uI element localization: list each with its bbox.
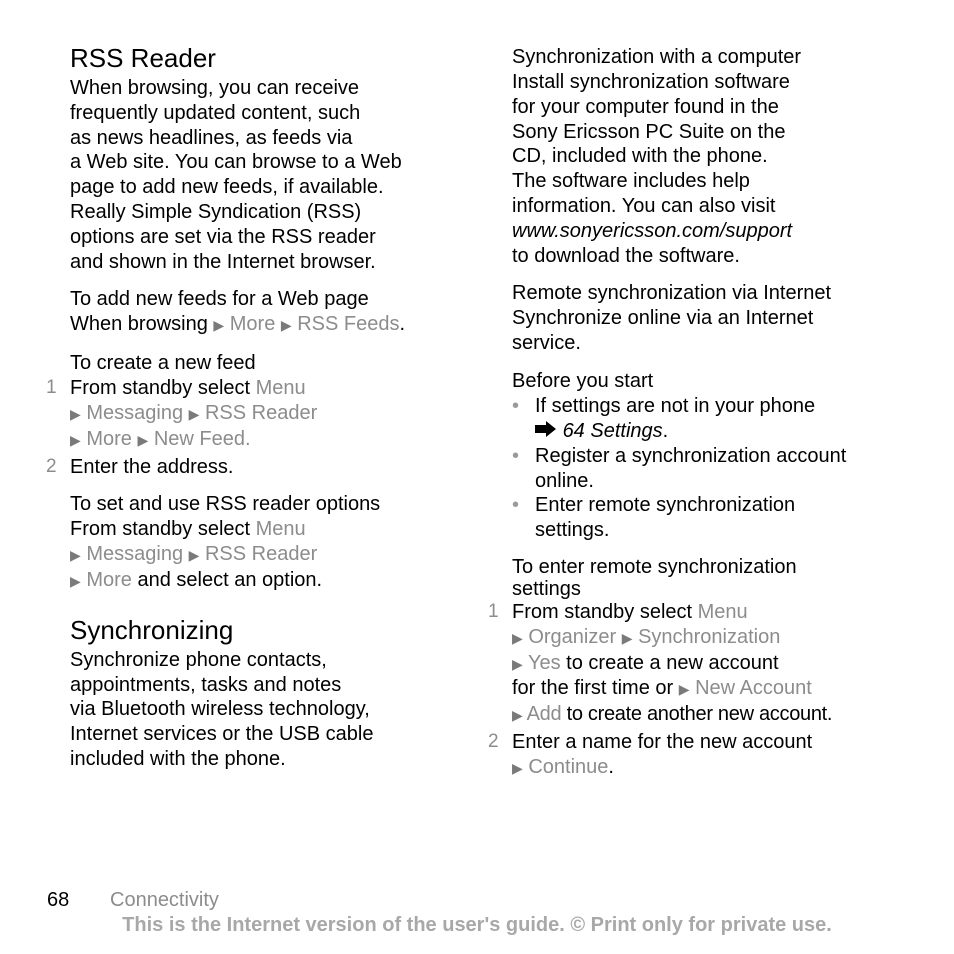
bullet-icon: • [512, 394, 520, 417]
body-line: and shown in the Internet browser. [70, 250, 376, 273]
step-number: 1 [488, 601, 499, 623]
step-number: 2 [488, 731, 499, 753]
bullet-text: If settings are not in your phone [535, 394, 816, 417]
instruction-text: From standby select [70, 377, 251, 400]
body-line: Synchronize online via an Internet [512, 307, 814, 330]
body-line: Sony Ericsson PC Suite on the [512, 120, 786, 143]
bullet-item [512, 394, 912, 444]
instruction-text: From standby select [70, 518, 251, 541]
menu-organizer: Organizer [528, 625, 617, 648]
arrow-icon: ▶ [137, 431, 149, 448]
body-line: service. [512, 332, 581, 355]
bullet-item [512, 444, 912, 494]
instruction-text: When browsing [70, 313, 208, 336]
arrow-icon: ▶ [512, 759, 523, 776]
arrow-icon: ▶ [678, 681, 690, 698]
before-you-start-heading: Before you start [512, 369, 654, 392]
body-line: Really Simple Syndication (RSS) [70, 200, 362, 223]
bullet-text: settings. [535, 519, 610, 542]
body-line: a Web site. You can browse to a Web [70, 151, 402, 174]
menu-synchronization: Synchronization [638, 625, 781, 648]
menu-more: More [229, 313, 276, 336]
reference-arrow-icon [535, 419, 557, 444]
menu-rss-reader: RSS Reader [204, 543, 318, 566]
body-line: appointments, tasks and notes [70, 673, 342, 696]
arrow-icon: ▶ [213, 317, 225, 334]
menu-continue: Continue [528, 755, 609, 778]
arrow-icon: ▶ [280, 317, 292, 334]
body-line: options are set via the RSS reader [70, 225, 376, 248]
body-line: as news headlines, as feeds via [70, 126, 353, 149]
menu-rss-reader: RSS Reader [204, 401, 318, 424]
rss-reader-body [70, 76, 470, 274]
body-line: to download the software. [512, 244, 740, 267]
period: . [608, 755, 614, 778]
body-line: Install synchronization software [512, 71, 790, 93]
body-line: CD, included with the phone. [512, 145, 768, 168]
body-line: When browsing, you can receive [70, 77, 360, 99]
arrow-icon: ▶ [512, 707, 523, 724]
add-feeds-instruction [70, 312, 470, 338]
menu-menu: Menu [255, 377, 306, 400]
menu-new-feed: New Feed. [153, 427, 251, 450]
remote-step-1 [488, 600, 912, 728]
remote-step-2 [488, 730, 912, 781]
menu-rss-feeds: RSS Feeds [297, 313, 400, 336]
bullet-text: online. [535, 469, 594, 492]
create-step-1 [46, 376, 470, 452]
reference-text: 64 Settings [562, 419, 663, 442]
body-line: included with the phone. [70, 747, 286, 770]
arrow-icon: ▶ [188, 547, 200, 564]
page-number: 68 [47, 889, 70, 911]
menu-messaging: Messaging [86, 543, 184, 566]
instruction-text: Enter a name for the new account [512, 731, 813, 754]
body-line: frequently updated content, such [70, 101, 361, 124]
bullet-text: Enter remote synchronization [535, 494, 796, 517]
bullet-icon: • [512, 444, 520, 467]
body-line: Internet services or the USB cable [70, 723, 374, 746]
sync-computer-body [512, 70, 912, 268]
instruction-text: Enter the address. [70, 455, 234, 478]
menu-menu: Menu [697, 601, 748, 624]
bullet-item [512, 493, 912, 543]
copyright-note: This is the Internet version of the user's guide. © Print only for private use. [122, 914, 832, 936]
bullet-text: Register a synchronization account [535, 444, 847, 467]
instruction-text: From standby select [512, 601, 693, 624]
step-number: 2 [46, 455, 57, 477]
arrow-icon: ▶ [512, 655, 523, 672]
menu-more: More [86, 427, 132, 450]
arrow-icon: ▶ [512, 629, 523, 646]
synchronizing-title: Synchronizing [70, 614, 234, 645]
create-step-2 [46, 455, 470, 480]
arrow-icon: ▶ [621, 629, 633, 646]
heading-line: settings [512, 578, 581, 601]
add-feeds-heading: To add new feeds for a Web page [70, 288, 369, 311]
synchronizing-body [70, 648, 470, 772]
body-line: The software includes help [512, 170, 750, 193]
menu-more: More [86, 568, 132, 591]
arrow-icon: ▶ [70, 547, 81, 564]
period: . [662, 419, 669, 442]
rss-reader-title: RSS Reader [70, 43, 216, 73]
menu-messaging: Messaging [86, 401, 184, 424]
menu-new-account: New Account [695, 677, 812, 700]
body-line: Synchronize phone contacts, [70, 648, 327, 671]
body-line: information. You can also visit [512, 194, 776, 217]
rss-options-heading: To set and use RSS reader options [70, 493, 381, 516]
create-feed-heading: To create a new feed [70, 352, 256, 375]
arrow-icon: ▶ [70, 431, 81, 448]
right-column [488, 45, 912, 781]
instruction-text: to create a new account [560, 651, 779, 674]
enter-remote-sync-heading [512, 556, 912, 600]
heading-line: To enter remote synchronization [512, 556, 797, 579]
body-line: via Bluetooth wireless technology, [70, 698, 370, 721]
instruction-text: for the first time or [512, 677, 674, 700]
instruction-text: and select an option. [131, 568, 323, 591]
support-url: www.sonyericsson.com/support [512, 219, 793, 242]
period: . [399, 313, 406, 336]
menu-yes: Yes [527, 651, 561, 674]
remote-sync-heading: Remote synchronization via Internet [512, 282, 832, 305]
step-number: 1 [46, 377, 57, 399]
menu-add: Add [526, 703, 562, 726]
arrow-icon: ▶ [188, 405, 200, 422]
section-name: Connectivity [110, 889, 219, 911]
bullet-icon: • [512, 494, 520, 517]
body-line: for your computer found in the [512, 95, 779, 118]
arrow-icon: ▶ [70, 572, 81, 589]
body-line: page to add new feeds, if available. [70, 176, 384, 199]
left-column [46, 42, 470, 772]
arrow-icon: ▶ [70, 405, 81, 422]
instruction-text: to create another new account. [561, 703, 833, 726]
sync-computer-heading: Synchronization with a computer [512, 46, 802, 68]
menu-menu: Menu [255, 518, 306, 541]
